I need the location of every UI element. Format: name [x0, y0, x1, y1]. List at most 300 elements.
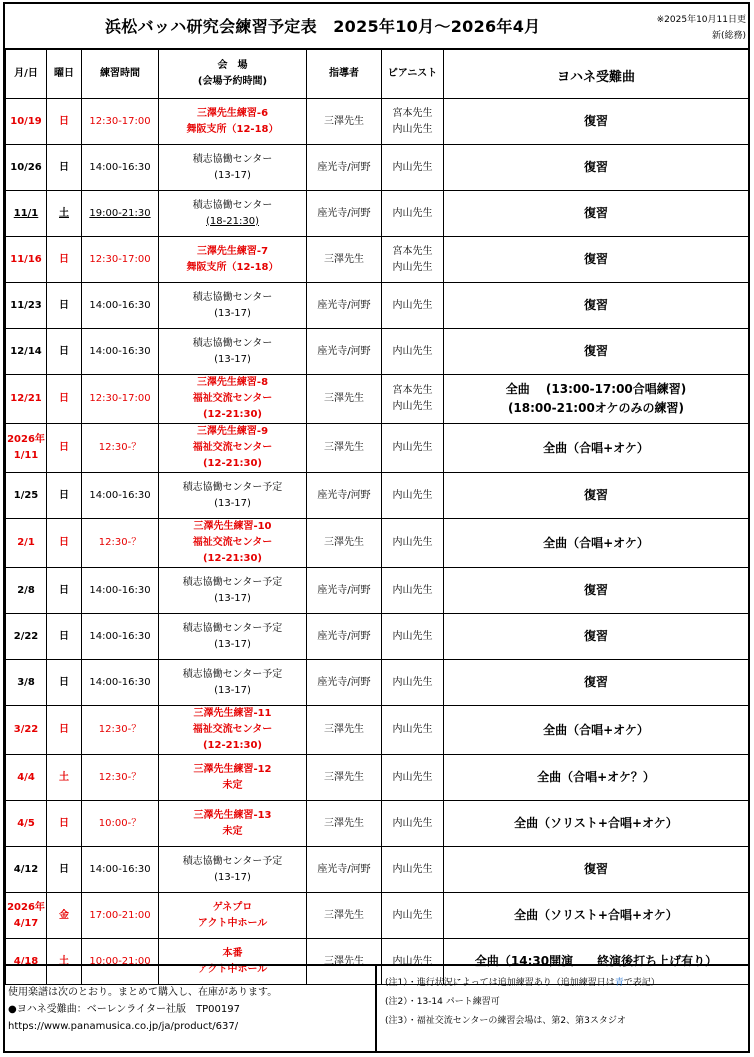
header-date: 月/日	[6, 49, 47, 99]
cell-piece	[444, 145, 749, 191]
cell-piece-line: 全曲（合唱+オケ）	[543, 440, 649, 455]
cell-conductor-line: 三澤先生	[324, 817, 364, 829]
cell-piece	[444, 847, 749, 893]
cell-venue-line: 舞阪支所（12-18）	[186, 123, 279, 135]
cell-pianist-line: 内山先生	[392, 955, 433, 967]
cell-venue-line: (13-17)	[214, 638, 251, 650]
cell-pianist	[382, 614, 444, 660]
cell-pianist-line: 内山先生	[392, 489, 433, 501]
cell-day-line: 土	[59, 771, 69, 783]
cell-pianist	[382, 145, 444, 191]
cell-pianist	[382, 660, 444, 706]
cell-piece-line: (18:00-21:00オケのみの練習)	[507, 401, 685, 415]
cell-pianist	[382, 755, 444, 801]
cell-day-line: 日	[59, 863, 69, 875]
cell-time-line: 14:00-16:30	[89, 345, 151, 357]
cell-day-line: 日	[59, 489, 69, 501]
cell-piece	[444, 237, 749, 283]
cell-day	[47, 329, 82, 375]
cell-pianist-line: 宮本先生	[392, 245, 433, 257]
cell-day-line: 日	[59, 345, 69, 357]
cell-pianist	[382, 237, 444, 283]
cell-day-line: 日	[59, 537, 69, 548]
schedule-row	[6, 614, 749, 660]
cell-pianist	[382, 473, 444, 519]
cell-venue-line: 積志協働センター予定	[182, 855, 283, 867]
cell-day-line: 日	[59, 253, 69, 265]
cell-date-text: 2/1	[17, 537, 35, 548]
cell-piece	[444, 375, 749, 424]
cell-piece	[444, 424, 749, 473]
cell-date-text: 4/5	[17, 817, 35, 829]
cell-piece	[444, 893, 749, 939]
cell-venue-line: 三澤先生練習-6	[196, 107, 269, 119]
note-1-post: で表記）	[623, 978, 660, 988]
cell-venue-line: 三澤先生練習-7	[196, 245, 269, 257]
cell-venue-line: (12-21:30)	[202, 458, 263, 469]
cell-piece	[444, 191, 749, 237]
cell-piece	[444, 99, 749, 145]
cell-pianist-line: 内山先生	[392, 401, 433, 412]
cell-conductor	[307, 755, 382, 801]
cell-venue-line: アクト中ホール	[197, 917, 268, 929]
cell-date-text: 4/4	[17, 771, 35, 783]
cell-venue-line: (13-17)	[214, 307, 251, 319]
cell-venue-line: 福祉交流センター	[192, 442, 273, 453]
header-row	[6, 49, 749, 99]
cell-piece	[444, 660, 749, 706]
cell-day-line: 日	[59, 161, 69, 173]
cell-date-text: 1/25	[13, 489, 39, 501]
cell-venue-line: 未定	[222, 825, 243, 837]
cell-time	[82, 283, 159, 329]
cell-time-line: 14:00-16:30	[89, 863, 151, 875]
cell-date	[6, 473, 47, 519]
cell-conductor-line: 三澤先生	[324, 771, 364, 783]
cell-day-line: 日	[59, 393, 69, 404]
cell-conductor-line: 三澤先生	[324, 253, 364, 265]
cell-time-line: 14:00-16:30	[89, 299, 151, 311]
cell-piece-line: 全曲（合唱+オケ）	[543, 722, 649, 737]
cell-date-text: 10/19	[10, 115, 42, 127]
cell-piece-line: 復習	[583, 488, 608, 502]
header-time: 練習時間	[82, 49, 159, 99]
cell-time-line: 14:00-16:30	[89, 584, 151, 596]
header-venue-line1: 会 場	[217, 59, 248, 71]
cell-pianist-line: 内山先生	[392, 261, 433, 273]
cell-venue-line: 舞阪支所（12-18）	[186, 261, 279, 273]
cell-conductor-line: 座光寺/河野	[317, 345, 371, 357]
cell-conductor	[307, 801, 382, 847]
cell-piece	[444, 519, 749, 568]
cell-piece	[444, 755, 749, 801]
cell-pianist-line: 内山先生	[392, 724, 433, 735]
cell-day	[47, 99, 82, 145]
cell-time	[82, 614, 159, 660]
cell-conductor	[307, 473, 382, 519]
cell-conductor	[307, 283, 382, 329]
cell-venue-line: 未定	[222, 779, 243, 791]
cell-day-line: 金	[59, 909, 69, 921]
cell-day	[47, 519, 82, 568]
cell-venue	[159, 893, 307, 939]
cell-piece-line: 全曲（ソリスト+合唱+オケ）	[514, 816, 678, 830]
cell-conductor-line: 座光寺/河野	[317, 299, 371, 311]
cell-day-line: 日	[59, 676, 69, 688]
cell-pianist-line: 内山先生	[392, 630, 433, 642]
cell-day-line: 土	[59, 955, 69, 967]
cell-conductor-line: 三澤先生	[324, 115, 364, 127]
cell-venue-line: (13-17)	[214, 169, 251, 181]
cell-piece-line: 復習	[583, 114, 608, 128]
footer-score-info	[5, 966, 377, 1053]
cell-time-line: 12:30-17:00	[89, 253, 151, 265]
schedule-row	[6, 473, 749, 519]
cell-venue-line: (18-21:30)	[206, 215, 259, 227]
cell-conductor-line: 三澤先生	[324, 724, 364, 735]
header-venue	[159, 49, 307, 99]
cell-conductor-line: 三澤先生	[324, 442, 364, 453]
cell-time	[82, 568, 159, 614]
cell-pianist-line: 宮本先生	[392, 107, 433, 119]
cell-venue	[159, 847, 307, 893]
cell-pianist-line: 内山先生	[392, 676, 433, 688]
cell-day-line: 日	[59, 817, 69, 829]
footer-notes	[385, 974, 745, 1031]
cell-date	[6, 706, 47, 755]
footer-score-line1: 使用楽譜は次のとおり。まとめて購入し、在庫があります。	[8, 987, 278, 998]
cell-date	[6, 893, 47, 939]
cell-pianist-line: 内山先生	[392, 299, 433, 311]
cell-venue	[159, 283, 307, 329]
schedule-row	[6, 755, 749, 801]
cell-time-line: 14:00-16:30	[89, 630, 151, 642]
cell-time	[82, 473, 159, 519]
cell-date-text: 12/21	[10, 393, 42, 404]
schedule-row	[6, 191, 749, 237]
cell-time-line: 12:30-？	[98, 537, 142, 548]
schedule-row	[6, 375, 749, 424]
cell-conductor	[307, 893, 382, 939]
cell-pianist	[382, 706, 444, 755]
cell-venue-line: (13-17)	[214, 353, 251, 365]
cell-pianist-line: 内山先生	[392, 863, 433, 875]
cell-pianist-line: 内山先生	[392, 161, 433, 173]
cell-date-text: 3/22	[13, 724, 39, 735]
note-3: (注3）・福祉交流センターの練習会場は、第2、第3スタジオ	[385, 1016, 626, 1026]
footer	[5, 964, 748, 1053]
schedule-table	[5, 48, 749, 985]
cell-date-text: 11/23	[10, 299, 42, 311]
cell-day	[47, 283, 82, 329]
cell-date-text: 11/1	[13, 207, 39, 219]
cell-piece-line: 全曲 (13:00-17:00合唱練習)	[505, 382, 687, 396]
cell-pianist	[382, 893, 444, 939]
cell-conductor	[307, 191, 382, 237]
cell-pianist	[382, 801, 444, 847]
cell-venue	[159, 145, 307, 191]
cell-conductor	[307, 660, 382, 706]
cell-date-text: 3/8	[17, 676, 35, 688]
cell-conductor-line: 三澤先生	[324, 909, 364, 921]
footer-score-line2: ●ヨハネ受難曲：ベーレンライター社版 TP00197	[8, 1004, 240, 1015]
cell-pianist-line: 内山先生	[392, 537, 433, 548]
cell-date	[6, 847, 47, 893]
cell-venue-line: 本番	[222, 947, 243, 959]
cell-time-line: 14:00-16:30	[89, 676, 151, 688]
cell-piece-line: 復習	[583, 252, 608, 266]
schedule-row	[6, 145, 749, 191]
schedule-row	[6, 893, 749, 939]
cell-venue-line: (13-17)	[214, 684, 251, 696]
cell-time-line: 12:30-？	[98, 724, 142, 735]
cell-pianist-line: 内山先生	[392, 584, 433, 596]
cell-time	[82, 847, 159, 893]
header-venue-line2: (会場予約時間)	[197, 75, 268, 87]
cell-time	[82, 99, 159, 145]
note-2: (注2）・13-14 パート練習可	[385, 997, 500, 1007]
cell-venue-line: 積志協働センター予定	[182, 668, 283, 680]
cell-venue	[159, 375, 307, 424]
cell-venue	[159, 660, 307, 706]
cell-time-line: 19:00-21:30	[89, 207, 151, 219]
cell-venue-line: (12-21:30)	[202, 740, 263, 751]
cell-piece	[444, 614, 749, 660]
cell-piece-line: 復習	[583, 583, 608, 597]
cell-time	[82, 519, 159, 568]
cell-venue	[159, 568, 307, 614]
title-row	[5, 4, 748, 50]
cell-conductor	[307, 614, 382, 660]
cell-venue	[159, 473, 307, 519]
cell-venue-line: 福祉交流センター	[192, 393, 273, 404]
cell-pianist	[382, 191, 444, 237]
cell-piece-line: 復習	[583, 862, 608, 876]
cell-venue-line: (12-21:30)	[202, 409, 263, 420]
cell-venue-line: (13-17)	[214, 871, 251, 883]
cell-venue	[159, 424, 307, 473]
cell-conductor-line: 三澤先生	[324, 537, 364, 548]
cell-date	[6, 424, 47, 473]
cell-date	[6, 99, 47, 145]
cell-date	[6, 145, 47, 191]
cell-date	[6, 568, 47, 614]
cell-day	[47, 568, 82, 614]
cell-venue	[159, 706, 307, 755]
cell-conductor-line: 三澤先生	[324, 393, 364, 404]
cell-conductor-line: 座光寺/河野	[317, 584, 371, 596]
schedule-row	[6, 329, 749, 375]
schedule-row	[6, 283, 749, 329]
cell-date-text: 4/18	[13, 955, 39, 967]
page-title: 浜松バッハ研究会練習予定表 2025年10月～2026年4月	[105, 17, 541, 36]
cell-time	[82, 801, 159, 847]
cell-conductor-line: 座光寺/河野	[317, 207, 371, 219]
cell-date-text: 12/14	[10, 345, 42, 357]
cell-venue-line: 三澤先生練習-11	[193, 708, 272, 719]
cell-time-line: 14:00-16:30	[89, 489, 151, 501]
cell-pianist	[382, 283, 444, 329]
cell-pianist-line: 内山先生	[392, 123, 433, 135]
cell-time	[82, 893, 159, 939]
cell-venue	[159, 614, 307, 660]
cell-time-line: 10:00-21:00	[89, 955, 151, 967]
cell-day-line: 日	[59, 299, 69, 311]
cell-time-line: 14:00-16:30	[89, 161, 151, 173]
cell-day	[47, 755, 82, 801]
cell-piece	[444, 329, 749, 375]
cell-time-line: 12:30-？	[98, 442, 142, 453]
cell-venue-line: 三澤先生練習-12	[193, 763, 272, 775]
cell-day	[47, 893, 82, 939]
cell-pianist-line: 宮本先生	[392, 385, 433, 396]
cell-piece	[444, 801, 749, 847]
cell-conductor-line: 座光寺/河野	[317, 630, 371, 642]
cell-venue	[159, 755, 307, 801]
schedule-row	[6, 847, 749, 893]
cell-piece-line: 全曲（合唱+オケ）	[543, 535, 649, 550]
cell-time-line: 12:30-17:00	[89, 115, 151, 127]
cell-day-line: 日	[59, 115, 69, 127]
cell-date	[6, 801, 47, 847]
cell-time-line: 10:00-？	[98, 817, 142, 829]
schedule-row	[6, 519, 749, 568]
cell-venue-line: 三澤先生練習-9	[196, 426, 269, 437]
cell-piece	[444, 283, 749, 329]
header-piece: ヨハネ受難曲	[444, 49, 749, 99]
cell-conductor	[307, 237, 382, 283]
cell-piece-line: 全曲（ソリスト+合唱+オケ）	[514, 908, 678, 922]
cell-piece-line: 全曲（14:30開演 終演後打ち上げ有り）	[474, 954, 718, 968]
cell-time	[82, 375, 159, 424]
cell-pianist	[382, 329, 444, 375]
cell-date-text: 2/22	[13, 630, 39, 642]
cell-pianist	[382, 375, 444, 424]
schedule-row	[6, 99, 749, 145]
cell-time	[82, 145, 159, 191]
note-1-blue: 青	[614, 978, 624, 988]
cell-day	[47, 614, 82, 660]
schedule-row	[6, 237, 749, 283]
cell-conductor-line: 座光寺/河野	[317, 863, 371, 875]
cell-time-line: 17:00-21:00	[89, 909, 151, 921]
cell-conductor	[307, 145, 382, 191]
cell-date-text: 2026年 4/17	[7, 901, 45, 929]
cell-venue	[159, 237, 307, 283]
cell-conductor	[307, 424, 382, 473]
cell-day-line: 土	[59, 207, 69, 219]
cell-venue-line: 積志協働センター	[192, 199, 273, 211]
cell-day	[47, 375, 82, 424]
cell-day	[47, 145, 82, 191]
cell-conductor	[307, 99, 382, 145]
cell-pianist-line: 内山先生	[392, 909, 433, 921]
cell-pianist	[382, 519, 444, 568]
cell-day	[47, 424, 82, 473]
cell-date	[6, 329, 47, 375]
cell-pianist	[382, 568, 444, 614]
cell-time-line: 12:30-？	[98, 771, 142, 783]
cell-venue-line: 福祉交流センター	[192, 724, 273, 735]
cell-conductor	[307, 706, 382, 755]
header-pianist: ピアニスト	[382, 49, 444, 99]
header-conductor: 指導者	[307, 49, 382, 99]
cell-venue-line: ゲネプロ	[212, 901, 253, 913]
cell-piece-line: 復習	[583, 629, 608, 643]
cell-venue-line: 三澤先生練習-13	[193, 809, 272, 821]
cell-time	[82, 329, 159, 375]
cell-time	[82, 660, 159, 706]
cell-piece-line: 復習	[583, 160, 608, 174]
cell-day-line: 日	[59, 630, 69, 642]
schedule-row	[6, 801, 749, 847]
cell-venue-line: (13-17)	[214, 497, 251, 509]
cell-piece	[444, 473, 749, 519]
cell-conductor	[307, 519, 382, 568]
cell-time-line: 12:30-17:00	[89, 393, 151, 404]
cell-pianist-line: 内山先生	[392, 817, 433, 829]
cell-date	[6, 237, 47, 283]
cell-pianist	[382, 424, 444, 473]
cell-day	[47, 191, 82, 237]
schedule-sheet	[3, 2, 750, 1053]
note-1-pre: (注1）・進行状況によっては追加練習あり（追加練習日は	[385, 978, 615, 988]
header-day: 曜日	[47, 49, 82, 99]
cell-conductor-line: 座光寺/河野	[317, 489, 371, 501]
cell-piece	[444, 568, 749, 614]
cell-pianist-line: 内山先生	[392, 345, 433, 357]
cell-date	[6, 283, 47, 329]
footer-score-url[interactable]: https://www.panamusica.co.jp/ja/product/637/	[8, 1021, 239, 1032]
cell-day	[47, 847, 82, 893]
schedule-row	[6, 706, 749, 755]
cell-date	[6, 375, 47, 424]
cell-venue-line: (13-17)	[214, 592, 251, 604]
cell-day	[47, 660, 82, 706]
cell-pianist-line: 内山先生	[392, 207, 433, 219]
cell-piece-line: 全曲（合唱+オケ？）	[537, 770, 655, 784]
cell-date	[6, 191, 47, 237]
updated-note-line1: ※2025年10月11日更	[656, 15, 746, 25]
cell-date	[6, 614, 47, 660]
cell-date-text: 11/16	[10, 253, 42, 265]
note-1	[385, 974, 745, 993]
cell-piece-line: 復習	[583, 675, 608, 689]
updated-note	[657, 12, 746, 44]
cell-pianist-line: 内山先生	[392, 442, 433, 453]
cell-date-text: 10/26	[10, 161, 42, 173]
cell-venue-line: (12-21:30)	[202, 553, 263, 564]
cell-day	[47, 706, 82, 755]
cell-time	[82, 706, 159, 755]
cell-venue-line: 積志協働センター予定	[182, 576, 283, 588]
cell-piece-line: 復習	[583, 344, 608, 358]
updated-note-line2: 新(総務)	[711, 31, 746, 41]
cell-venue-line: 三澤先生練習-8	[196, 377, 269, 388]
cell-date-text: 2/8	[17, 584, 35, 596]
cell-venue-line: 積志協働センター予定	[182, 622, 283, 634]
cell-time	[82, 237, 159, 283]
cell-time	[82, 755, 159, 801]
cell-date	[6, 755, 47, 801]
schedule-row	[6, 424, 749, 473]
cell-venue-line: アクト中ホール	[197, 963, 268, 975]
cell-day	[47, 473, 82, 519]
cell-pianist-line: 内山先生	[392, 771, 433, 783]
schedule-row	[6, 660, 749, 706]
cell-conductor-line: 三澤先生	[324, 955, 364, 967]
cell-venue	[159, 191, 307, 237]
